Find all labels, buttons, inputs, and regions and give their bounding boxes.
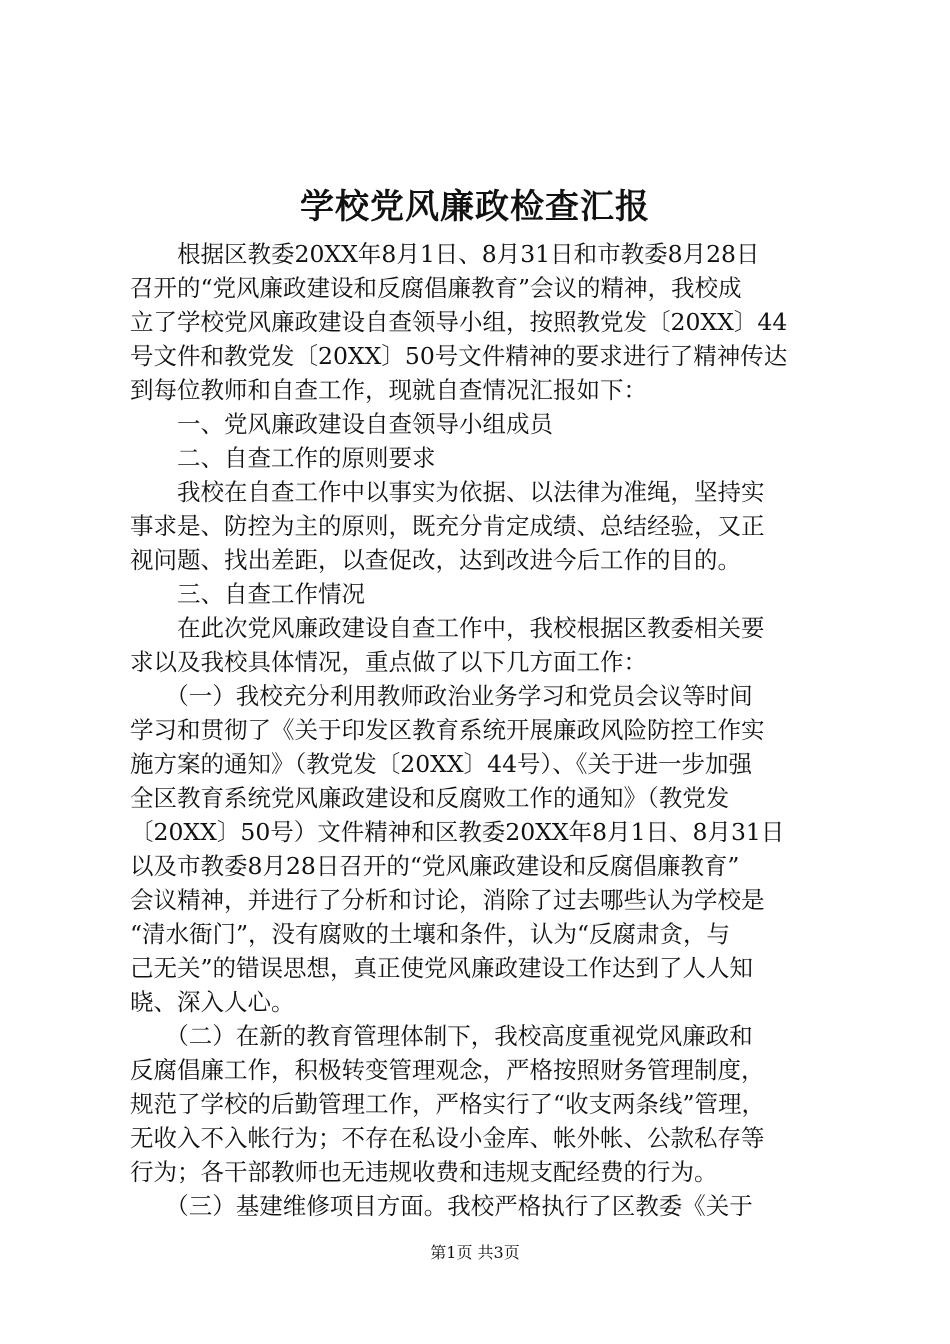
body-line: 事求是、防控为主的原则，既充分肯定成绩、总结经验，又正 (130, 512, 765, 540)
body-line: 在此次党风廉政建设自查工作中，我校根据区教委相关要 (130, 614, 765, 642)
body-line: （三）基建维修项目方面。我校严格执行了区教委《关于 (130, 1192, 753, 1220)
body-line: 全区教育系统党风廉政建设和反腐败工作的通知》（教党发 (130, 784, 730, 812)
body-line: 以及市教委8月28日召开的“党风廉政建设和反腐倡廉教育” (130, 852, 740, 880)
body-line: （一）我校充分利用教师政治业务学习和党员会议等时间 (130, 682, 753, 710)
body-line: 召开的“党风廉政建设和反腐倡廉教育”会议的精神，我校成 (130, 274, 742, 302)
section-heading: 二、自查工作的原则要求 (130, 444, 436, 472)
body-line: 反腐倡廉工作，积极转变管理观念，严格按照财务管理制度， (130, 1056, 765, 1084)
body-line: 〔20XX〕50号）文件精神和区教委20XX年8月1日、8月31日 (130, 818, 785, 846)
body-line: 施方案的通知》（教党发〔20XX〕44号）、《关于进一步加强 (130, 750, 753, 778)
body-line: 无收入不入帐行为；不存在私设小金库、帐外帐、公款私存等 (130, 1124, 765, 1152)
body-line: 号文件和教党发〔20XX〕50号文件精神的要求进行了精神传达 (130, 342, 788, 370)
body-line: 立了学校党风廉政建设自查领导小组，按照教党发〔20XX〕44 (130, 308, 788, 336)
body-line: 根据区教委20XX年8月1日、8月31日和市教委8月28日 (130, 240, 760, 268)
body-line: 我校在自查工作中以事实为依据、以法律为准绳，坚持实 (130, 478, 765, 506)
body-line: （二）在新的教育管理体制下，我校高度重视党风廉政和 (130, 1022, 753, 1050)
body-line: 规范了学校的后勤管理工作，严格实行了“收支两条线”管理， (130, 1090, 766, 1118)
body-line: “清水衙门”，没有腐败的土壤和条件，认为“反腐肃贪，与 (130, 920, 731, 948)
body-line: 己无关”的错误思想，真正使党风廉政建设工作达到了人人知 (130, 954, 754, 982)
body-line: 学习和贯彻了《关于印发区教育系统开展廉政风险防控工作实 (130, 716, 765, 744)
page-footer: 第1页 共3页 (430, 1243, 520, 1262)
body-line: 晓、深入人心。 (130, 988, 295, 1016)
body-line: 会议精神，并进行了分析和讨论，消除了过去哪些认为学校是 (130, 886, 765, 914)
body-line: 求以及我校具体情况，重点做了以下几方面工作： (130, 648, 647, 676)
body-line: 到每位教师和自查工作，现就自查情况汇报如下： (130, 376, 647, 404)
body-line: 视问题、找出差距，以查促改，达到改进今后工作的目的。 (130, 546, 741, 574)
section-heading: 三、自查工作情况 (130, 580, 365, 608)
document-title: 学校党风廉政检查汇报 (300, 187, 650, 227)
body-line: 行为；各干部教师也无违规收费和违规支配经费的行为。 (130, 1158, 718, 1186)
section-heading: 一、党风廉政建设自查领导小组成员 (130, 410, 553, 438)
